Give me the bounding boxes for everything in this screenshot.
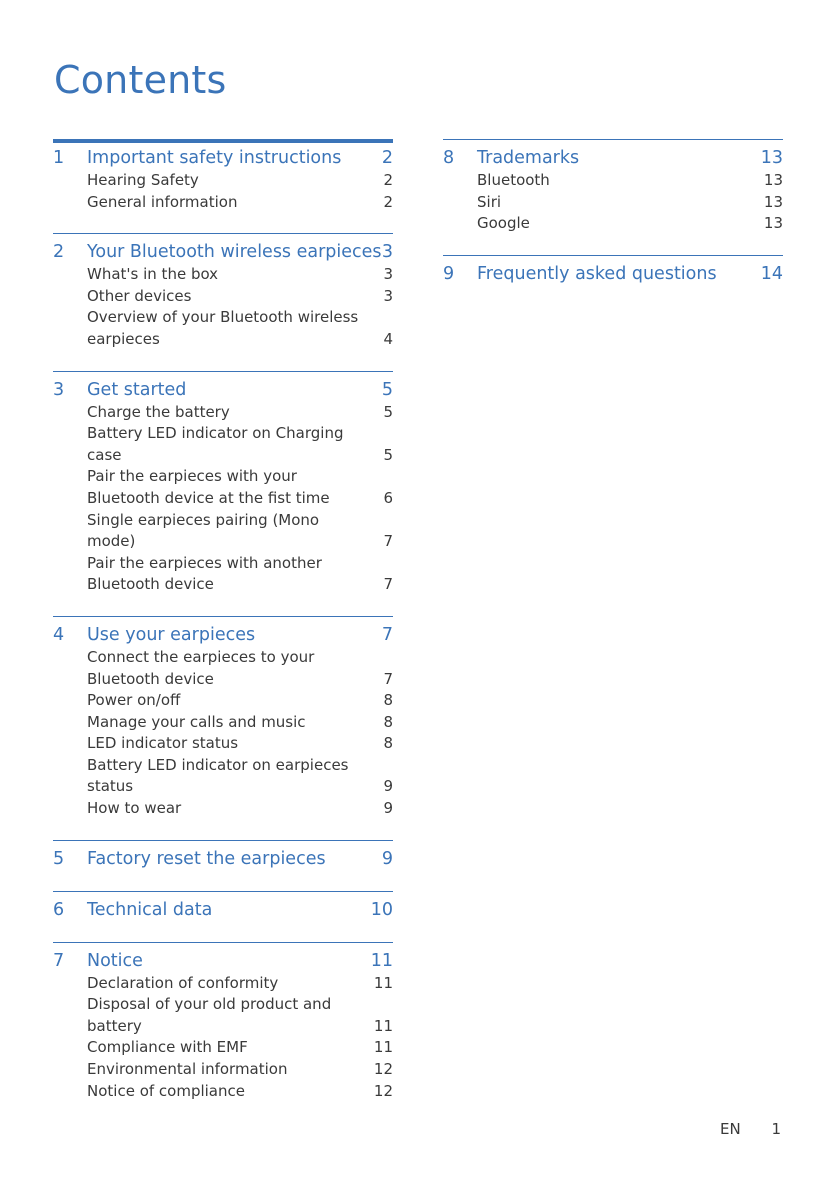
page-footer (720, 1120, 781, 1138)
section-number: 1 (53, 148, 65, 168)
toc-section-8 (443, 139, 783, 235)
section-number: 4 (53, 624, 65, 645)
entry-title: What's in the box (87, 265, 219, 284)
section-title: Technical data (87, 899, 213, 920)
section-title: Trademarks (477, 148, 580, 168)
toc-section-heading[interactable] (443, 262, 783, 286)
toc-entry[interactable] (53, 798, 393, 820)
section-number: 6 (53, 899, 65, 920)
section-number: 7 (53, 950, 65, 971)
entry-title: Other devices (87, 286, 192, 305)
toc-entry[interactable] (53, 973, 393, 995)
entry-title: Declaration of conformity (87, 973, 279, 992)
entry-title: Bluetooth (477, 171, 550, 189)
toc-entry[interactable] (53, 307, 393, 350)
entry-title: Battery LED indicator on earpieces status (87, 755, 349, 796)
entry-page-number: 7 (383, 575, 393, 594)
toc-section-heading[interactable] (53, 949, 393, 973)
toc-entry[interactable] (53, 1059, 393, 1081)
entry-page-number: 12 (373, 1081, 393, 1100)
section-page-number: 3 (381, 242, 393, 263)
toc-entry[interactable] (53, 170, 393, 192)
entry-title: Siri (477, 192, 502, 211)
section-page-number: 2 (381, 148, 393, 168)
entry-page-number: 9 (383, 777, 393, 796)
entry-title: Battery LED indicator on Charging case (87, 424, 344, 464)
entry-page-number: 9 (383, 799, 393, 818)
entry-title: How to wear (87, 799, 182, 818)
entry-page-number: 8 (383, 691, 393, 710)
section-title: Notice (87, 950, 143, 971)
toc-section-heading[interactable] (53, 146, 393, 170)
toc-section-7 (53, 942, 393, 1103)
toc-right-column (443, 139, 783, 306)
section-page-number: 9 (381, 848, 393, 869)
toc-entry[interactable] (53, 994, 393, 1037)
entry-title: Environmental information (87, 1060, 288, 1079)
entry-page-number: 2 (383, 192, 393, 211)
entry-page-number: 3 (383, 265, 393, 284)
section-title: Your Bluetooth wireless earpieces (87, 242, 382, 263)
footer-page-number: 1 (771, 1120, 781, 1138)
entry-page-number: 7 (383, 532, 393, 551)
toc-entry[interactable] (53, 755, 393, 798)
section-page-number: 10 (370, 899, 393, 920)
section-number: 3 (53, 379, 65, 400)
entry-page-number: 7 (383, 669, 393, 688)
section-page-number: 13 (760, 148, 783, 168)
section-title: Factory reset the earpieces (87, 848, 326, 869)
entry-page-number: 3 (383, 286, 393, 305)
entry-title: Single earpieces pairing (Mono mode) (87, 510, 320, 551)
toc-section-heading[interactable] (443, 146, 783, 170)
toc-entry[interactable] (53, 733, 393, 755)
entry-title: Pair the earpieces with another Bluetooth device (87, 553, 322, 594)
entry-page-number: 2 (383, 171, 393, 189)
toc-section-heading[interactable] (53, 240, 393, 264)
toc-entry[interactable] (53, 1081, 393, 1103)
toc-section-heading[interactable] (53, 898, 393, 922)
section-title: Important safety instructions (87, 148, 342, 168)
toc-section-1 (53, 139, 393, 213)
toc-entry[interactable] (53, 192, 393, 214)
entry-title: Connect the earpieces to your Bluetooth device (87, 647, 315, 688)
entry-page-number: 8 (383, 734, 393, 753)
entry-title: Power on/off (87, 691, 181, 710)
toc-section-4 (53, 616, 393, 820)
entry-title: Pair the earpieces with your Bluetooth device at the fist time (87, 467, 330, 507)
section-title: Frequently asked questions (477, 263, 717, 284)
toc-entry[interactable] (53, 286, 393, 308)
toc-entry[interactable] (443, 170, 783, 192)
page-title: Contents (54, 58, 227, 102)
entry-page-number: 8 (383, 712, 393, 731)
entry-title: General information (87, 192, 238, 211)
toc-entry[interactable] (53, 647, 393, 690)
toc-section-heading[interactable] (53, 847, 393, 871)
toc-section-heading[interactable] (53, 378, 393, 402)
toc-section-2 (53, 233, 393, 350)
toc-entry[interactable] (53, 1037, 393, 1059)
section-number: 2 (53, 242, 65, 263)
entry-page-number: 6 (383, 488, 393, 507)
toc-entry[interactable] (53, 690, 393, 712)
toc-section-6 (53, 891, 393, 922)
entry-page-number: 13 (763, 214, 783, 233)
entry-title: Compliance with EMF (87, 1038, 248, 1057)
entry-title: Google (477, 214, 530, 233)
section-page-number: 7 (381, 624, 393, 645)
entry-page-number: 11 (373, 973, 393, 992)
toc-entry[interactable] (53, 510, 393, 553)
toc-entry[interactable] (53, 423, 393, 466)
toc-section-heading[interactable] (53, 623, 393, 647)
toc-entry[interactable] (443, 213, 783, 235)
section-page-number: 14 (760, 263, 783, 284)
toc-section-3 (53, 371, 393, 596)
toc-section-5 (53, 840, 393, 871)
toc-entry[interactable] (53, 712, 393, 734)
entry-title: Overview of your Bluetooth wireless earpieces (87, 308, 359, 348)
section-number: 9 (443, 263, 455, 284)
section-page-number: 11 (370, 950, 393, 971)
section-title: Get started (87, 379, 187, 400)
entry-title: Hearing Safety (87, 171, 199, 189)
toc-entry[interactable] (53, 264, 393, 286)
section-number: 8 (443, 148, 455, 168)
footer-language: EN (719, 1120, 741, 1138)
entry-page-number: 11 (373, 1038, 393, 1057)
entry-page-number: 5 (383, 445, 393, 464)
toc-entry[interactable] (53, 402, 393, 424)
entry-title: LED indicator status (87, 734, 239, 753)
toc-entry[interactable] (53, 553, 393, 596)
entry-title: Manage your calls and music (87, 712, 306, 731)
toc-entry[interactable] (53, 466, 393, 509)
entry-title: Notice of compliance (87, 1081, 245, 1100)
entry-page-number: 11 (373, 1016, 393, 1035)
toc-section-9 (443, 255, 783, 286)
toc-entry[interactable] (443, 192, 783, 214)
section-number: 5 (53, 848, 65, 869)
section-page-number: 5 (381, 379, 393, 400)
toc-left-column (53, 139, 393, 1122)
entry-page-number: 5 (383, 402, 393, 421)
entry-page-number: 4 (383, 329, 393, 348)
entry-page-number: 12 (373, 1060, 393, 1079)
entry-title: Charge the battery (87, 402, 230, 421)
entry-title: Disposal of your old product and battery (87, 995, 332, 1035)
entry-page-number: 13 (763, 171, 783, 189)
section-title: Use your earpieces (87, 624, 256, 645)
entry-page-number: 13 (763, 192, 783, 211)
